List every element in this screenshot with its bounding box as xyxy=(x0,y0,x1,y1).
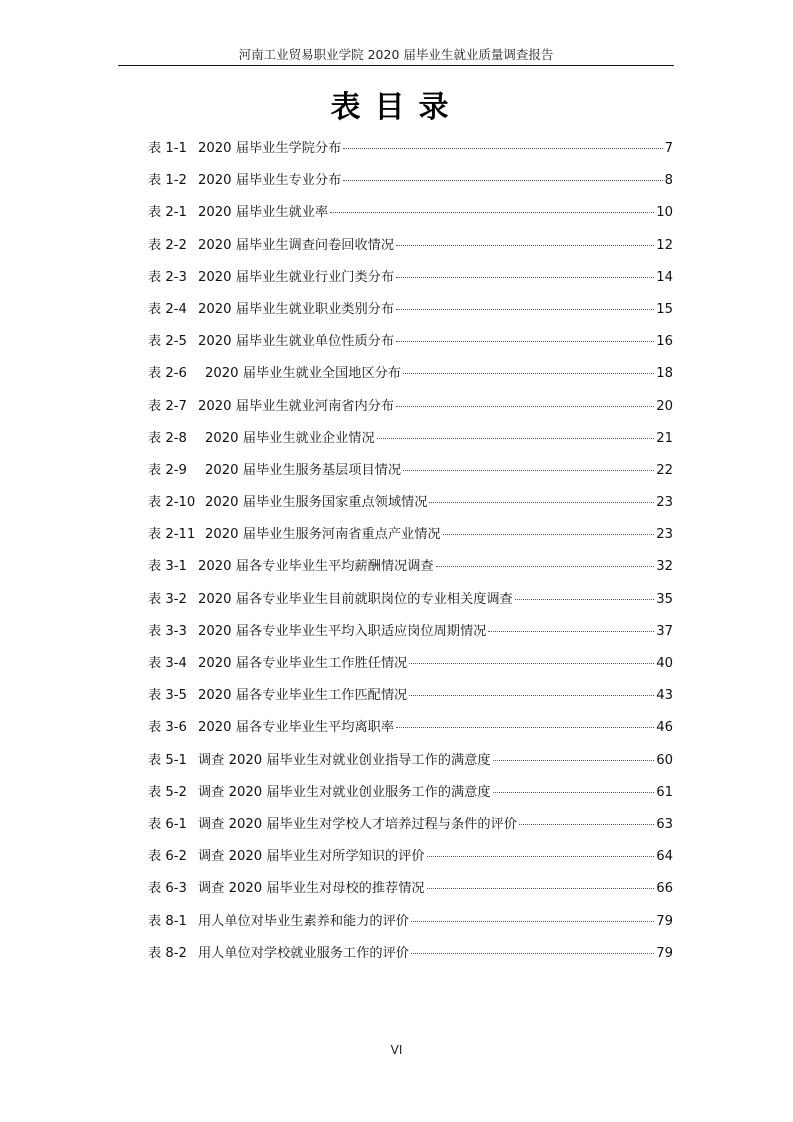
toc-entry-page: 66 xyxy=(656,881,673,897)
toc-entry[interactable] xyxy=(148,745,673,777)
toc-entry-title: 调查 2020 届毕业生对所学知识的评价 xyxy=(198,849,425,865)
toc-entry[interactable] xyxy=(148,487,673,519)
toc-entry-number: 表 2-8 xyxy=(148,430,187,446)
toc-dot-leader xyxy=(488,621,654,632)
toc-entry-page: 37 xyxy=(656,623,673,639)
toc-entry-number: 表 1-2 xyxy=(148,173,187,189)
table-of-tables xyxy=(148,133,673,970)
toc-entry-title: 2020 届毕业生就业单位性质分布 xyxy=(198,334,395,350)
toc-entry[interactable] xyxy=(148,423,673,455)
toc-dot-leader xyxy=(330,202,654,213)
toc-entry[interactable] xyxy=(148,906,673,938)
toc-entry[interactable] xyxy=(148,616,673,648)
toc-entry-title: 2020 届毕业生就业河南省内分布 xyxy=(198,398,395,414)
toc-entry-page: 35 xyxy=(656,591,673,607)
toc-entry[interactable] xyxy=(148,680,673,712)
toc-entry-page: 60 xyxy=(656,752,673,768)
toc-dot-leader xyxy=(519,814,654,825)
toc-entry-title: 2020 届毕业生就业率 xyxy=(198,205,329,221)
toc-entry-page: 22 xyxy=(656,462,673,478)
toc-entry-title: 2020 届各专业毕业生平均入职适应岗位周期情况 xyxy=(198,623,487,639)
toc-dot-leader xyxy=(396,299,654,310)
toc-entry-title: 2020 届毕业生就业职业类别分布 xyxy=(198,301,395,317)
toc-entry-title: 2020 届毕业生服务国家重点领域情况 xyxy=(205,495,428,511)
toc-entry[interactable] xyxy=(148,584,673,616)
page-number: VI xyxy=(390,1043,403,1057)
toc-entry-page: 23 xyxy=(656,527,673,543)
toc-entry[interactable] xyxy=(148,262,673,294)
toc-entry-title: 2020 届毕业生调查问卷回收情况 xyxy=(198,237,395,253)
toc-entry[interactable] xyxy=(148,294,673,326)
toc-entry-number: 表 1-1 xyxy=(148,141,187,156)
toc-entry-number: 表 3-4 xyxy=(148,656,187,671)
toc-entry-number: 表 2-9 xyxy=(148,462,187,478)
toc-entry-page: 46 xyxy=(656,720,673,736)
toc-dot-leader xyxy=(396,717,654,728)
toc-entry-title: 2020 届毕业生专业分布 xyxy=(198,173,342,189)
toc-entry-page: 7 xyxy=(664,141,673,156)
toc-entry-page: 21 xyxy=(656,430,673,446)
toc-entry-page: 20 xyxy=(656,398,673,414)
toc-entry-title: 2020 届各专业毕业生工作胜任情况 xyxy=(198,656,408,671)
toc-entry-number: 表 3-6 xyxy=(148,720,187,736)
toc-dot-leader xyxy=(429,492,654,503)
toc-dot-leader xyxy=(396,396,654,407)
toc-entry[interactable] xyxy=(148,197,673,229)
toc-entry-title: 2020 届毕业生就业企业情况 xyxy=(205,430,375,446)
toc-entry-title: 2020 届各专业毕业生工作匹配情况 xyxy=(198,688,408,704)
page-title: 表目录 xyxy=(330,90,463,125)
toc-entry-title: 调查 2020 届毕业生对就业创业服务工作的满意度 xyxy=(198,784,491,800)
toc-entry-number: 表 3-5 xyxy=(148,688,187,704)
toc-entry-title: 用人单位对毕业生素养和能力的评价 xyxy=(198,913,409,929)
toc-entry[interactable] xyxy=(148,648,673,680)
toc-entry-page: 16 xyxy=(656,334,673,350)
toc-entry[interactable] xyxy=(148,133,673,165)
toc-entry-page: 23 xyxy=(656,495,673,511)
toc-entry-page: 15 xyxy=(656,301,673,317)
toc-entry-number: 表 2-1 xyxy=(148,205,187,221)
toc-entry[interactable] xyxy=(148,519,673,551)
toc-entry[interactable] xyxy=(148,938,673,970)
toc-entry-page: 8 xyxy=(664,173,673,189)
toc-entry-page: 79 xyxy=(656,913,673,929)
toc-entry-title: 2020 届毕业生服务基层项目情况 xyxy=(205,462,402,478)
toc-entry[interactable] xyxy=(148,391,673,423)
toc-entry-number: 表 2-3 xyxy=(148,269,187,285)
toc-entry[interactable] xyxy=(148,455,673,487)
toc-dot-leader xyxy=(411,943,654,954)
toc-dot-leader xyxy=(403,363,654,374)
toc-entry-page: 43 xyxy=(656,688,673,704)
toc-entry[interactable] xyxy=(148,230,673,262)
toc-dot-leader xyxy=(396,331,654,342)
toc-entry-number: 表 3-1 xyxy=(148,559,187,575)
toc-dot-leader xyxy=(493,750,655,761)
toc-entry-title: 2020 届各专业毕业生平均离职率 xyxy=(198,720,395,736)
toc-entry-number: 表 8-1 xyxy=(148,913,187,929)
toc-entry-title: 调查 2020 届毕业生对学校人才培养过程与条件的评价 xyxy=(198,816,517,832)
toc-entry-title: 调查 2020 届毕业生对母校的推荐情况 xyxy=(198,881,425,897)
toc-dot-leader xyxy=(409,653,654,664)
toc-entry-number: 表 2-2 xyxy=(148,237,187,253)
toc-dot-leader xyxy=(377,428,655,439)
toc-entry-number: 表 6-1 xyxy=(148,816,187,832)
toc-dot-leader xyxy=(343,138,662,149)
toc-entry[interactable] xyxy=(148,358,673,390)
toc-entry-title: 2020 届毕业生就业全国地区分布 xyxy=(205,366,402,382)
toc-dot-leader xyxy=(403,460,654,471)
toc-entry-title: 2020 届各专业毕业生目前就职岗位的专业相关度调查 xyxy=(198,591,513,607)
toc-entry-number: 表 5-2 xyxy=(148,784,187,800)
toc-dot-leader xyxy=(396,235,654,246)
toc-entry-title: 调查 2020 届毕业生对就业创业指导工作的满意度 xyxy=(198,752,491,768)
toc-entry-page: 32 xyxy=(656,559,673,575)
toc-entry-number: 表 5-1 xyxy=(148,752,187,768)
toc-entry-page: 14 xyxy=(656,269,673,285)
toc-entry[interactable] xyxy=(148,809,673,841)
toc-entry-number: 表 3-2 xyxy=(148,591,187,607)
toc-entry-title: 2020 届各专业毕业生平均薪酬情况调查 xyxy=(198,559,434,575)
toc-entry-number: 表 8-2 xyxy=(148,945,187,961)
toc-entry-number: 表 6-3 xyxy=(148,881,187,897)
toc-entry[interactable] xyxy=(148,326,673,358)
toc-entry-title: 2020 届毕业生学院分布 xyxy=(198,141,342,156)
toc-dot-leader xyxy=(515,589,655,600)
header-divider xyxy=(118,65,674,66)
toc-dot-leader xyxy=(396,267,654,278)
toc-dot-leader xyxy=(443,524,655,535)
toc-entry-page: 40 xyxy=(656,656,673,671)
toc-entry[interactable] xyxy=(148,777,673,809)
toc-entry[interactable] xyxy=(148,873,673,905)
toc-dot-leader xyxy=(427,846,655,857)
toc-entry-title: 2020 届毕业生就业行业门类分布 xyxy=(198,269,395,285)
toc-entry-number: 表 2-5 xyxy=(148,334,187,350)
toc-entry-number: 表 6-2 xyxy=(148,849,187,865)
toc-dot-leader xyxy=(411,911,654,922)
toc-dot-leader xyxy=(493,782,655,793)
toc-entry[interactable] xyxy=(148,841,673,873)
page-header: 河南工业贸易职业学院 2020 届毕业生就业质量调查报告 xyxy=(238,47,554,62)
toc-entry-number: 表 2-10 xyxy=(148,495,196,511)
toc-entry[interactable] xyxy=(148,551,673,583)
toc-entry-number: 表 2-4 xyxy=(148,301,187,317)
toc-entry-page: 79 xyxy=(656,945,673,961)
toc-dot-leader xyxy=(436,556,655,567)
toc-entry-page: 61 xyxy=(656,784,673,800)
toc-entry[interactable] xyxy=(148,712,673,744)
toc-entry-number: 表 2-7 xyxy=(148,398,187,414)
toc-entry[interactable] xyxy=(148,165,673,197)
toc-entry-page: 63 xyxy=(656,816,673,832)
toc-entry-page: 18 xyxy=(656,366,673,382)
toc-dot-leader xyxy=(427,878,655,889)
toc-entry-page: 64 xyxy=(656,849,673,865)
toc-dot-leader xyxy=(343,170,662,181)
toc-entry-number: 表 2-6 xyxy=(148,366,187,382)
toc-entry-number: 表 2-11 xyxy=(148,527,196,543)
toc-entry-title: 2020 届毕业生服务河南省重点产业情况 xyxy=(205,527,441,543)
toc-entry-page: 10 xyxy=(656,205,673,221)
toc-entry-number: 表 3-3 xyxy=(148,623,187,639)
toc-entry-page: 12 xyxy=(656,237,673,253)
toc-dot-leader xyxy=(409,685,654,696)
toc-entry-title: 用人单位对学校就业服务工作的评价 xyxy=(198,945,409,961)
